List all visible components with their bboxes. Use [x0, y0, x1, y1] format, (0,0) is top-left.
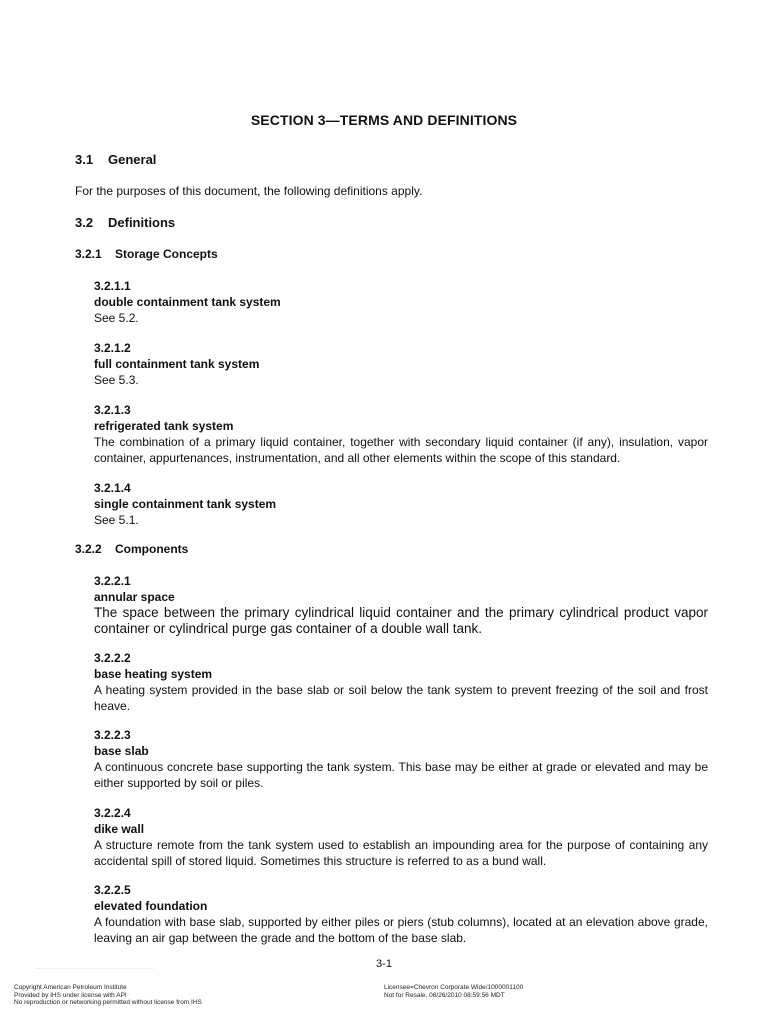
- divider: [36, 968, 154, 970]
- footer-line: No reproduction or networking permitted without license from IHS: [14, 999, 202, 1006]
- definition-entry: [94, 805, 708, 869]
- definition-term: annular space: [94, 590, 175, 604]
- footer-line: Not for Resale, 08/26/2010 08:59:56 MDT: [384, 991, 505, 999]
- definition-term: double containment tank system: [94, 295, 281, 309]
- section-number: 3.1: [75, 152, 94, 167]
- footer-line: Licensee=Chevron Corporate Wide/1000001100: [384, 984, 524, 991]
- subsection-title: Components: [115, 542, 189, 556]
- subsection-heading-storage-concepts: [75, 247, 218, 261]
- definition-number: 3.2.1.3: [94, 403, 131, 417]
- definition-number: 3.2.2.4: [94, 806, 131, 820]
- definition-text: See 5.3.: [94, 373, 139, 387]
- definition-text: A structure remote from the tank system used to establish an impounding area for the purpose of containing any accidental spill of stored liquid. Sometimes this structure is referred to as a bund wall.: [94, 838, 708, 868]
- definition-entry: [94, 573, 708, 637]
- definition-text: The combination of a primary liquid container, together with secondary liquid container (if any), insulation, vapor container, appurtenances, instrumentation, and all other elements within the scope of this standard.: [94, 435, 708, 465]
- subsection-heading-components: [75, 542, 188, 556]
- definition-number: 3.2.2.5: [94, 883, 131, 897]
- section-title: General: [108, 152, 157, 167]
- definition-number: 3.2.1.2: [94, 341, 131, 355]
- footer-copyright: [14, 984, 202, 1007]
- definition-entry: [94, 340, 708, 388]
- definition-entry: [94, 727, 708, 791]
- general-paragraph: For the purposes of this document, the following definitions apply.: [75, 184, 423, 198]
- definition-number: 3.2.2.1: [94, 574, 131, 588]
- page-number: 3-1: [376, 958, 392, 970]
- section-title: Definitions: [108, 215, 176, 230]
- footer-line: Provided by IHS under license with API: [14, 991, 127, 999]
- definition-entry: [94, 480, 708, 528]
- definition-term: full containment tank system: [94, 357, 260, 371]
- definition-number: 3.2.1.4: [94, 481, 131, 495]
- subsection-number: 3.2.1: [75, 247, 102, 261]
- definition-text: A heating system provided in the base slab or soil below the tank system to prevent freezing of the soil and frost heave.: [94, 683, 708, 713]
- page-title: SECTION 3—TERMS AND DEFINITIONS: [250, 112, 518, 128]
- definition-entry: [94, 882, 708, 946]
- section-heading-definitions: [75, 215, 175, 230]
- definition-number: 3.2.2.3: [94, 728, 131, 742]
- section-number: 3.2: [75, 215, 94, 230]
- definition-text: See 5.1.: [94, 513, 139, 527]
- definition-entry: [94, 650, 708, 714]
- definition-term: base slab: [94, 744, 149, 758]
- definition-term: dike wall: [94, 822, 145, 836]
- definition-text: A continuous concrete base supporting the tank system. This base may be either at grade or elevated and may be either supported by soil or piles.: [94, 760, 708, 790]
- section-heading-general: [75, 152, 156, 167]
- definition-term: refrigerated tank system: [94, 419, 234, 433]
- footer-licensee: [384, 984, 523, 999]
- definition-term: single containment tank system: [94, 497, 277, 511]
- definition-text: A foundation with base slab, supported by either piles or piers (stub columns), located at an elevation above grade, leaving an air gap between the grade and the bottom of the base slab.: [94, 915, 708, 945]
- definition-text: See 5.2.: [94, 311, 139, 325]
- definition-entry: [94, 278, 708, 326]
- definition-term: elevated foundation: [94, 899, 208, 913]
- footer-line: Copyright American Petroleum Institute: [14, 984, 127, 991]
- definition-entry: [94, 402, 708, 466]
- definition-number: 3.2.2.2: [94, 651, 131, 665]
- definition-term: base heating system: [94, 667, 213, 681]
- subsection-title: Storage Concepts: [115, 247, 218, 261]
- definition-number: 3.2.1.1: [94, 279, 131, 293]
- definition-text: The space between the primary cylindrical liquid container and the primary cylindrical product vapor container or cylindrical purge gas container of a double wall tank.: [94, 605, 708, 636]
- subsection-number: 3.2.2: [75, 542, 102, 556]
